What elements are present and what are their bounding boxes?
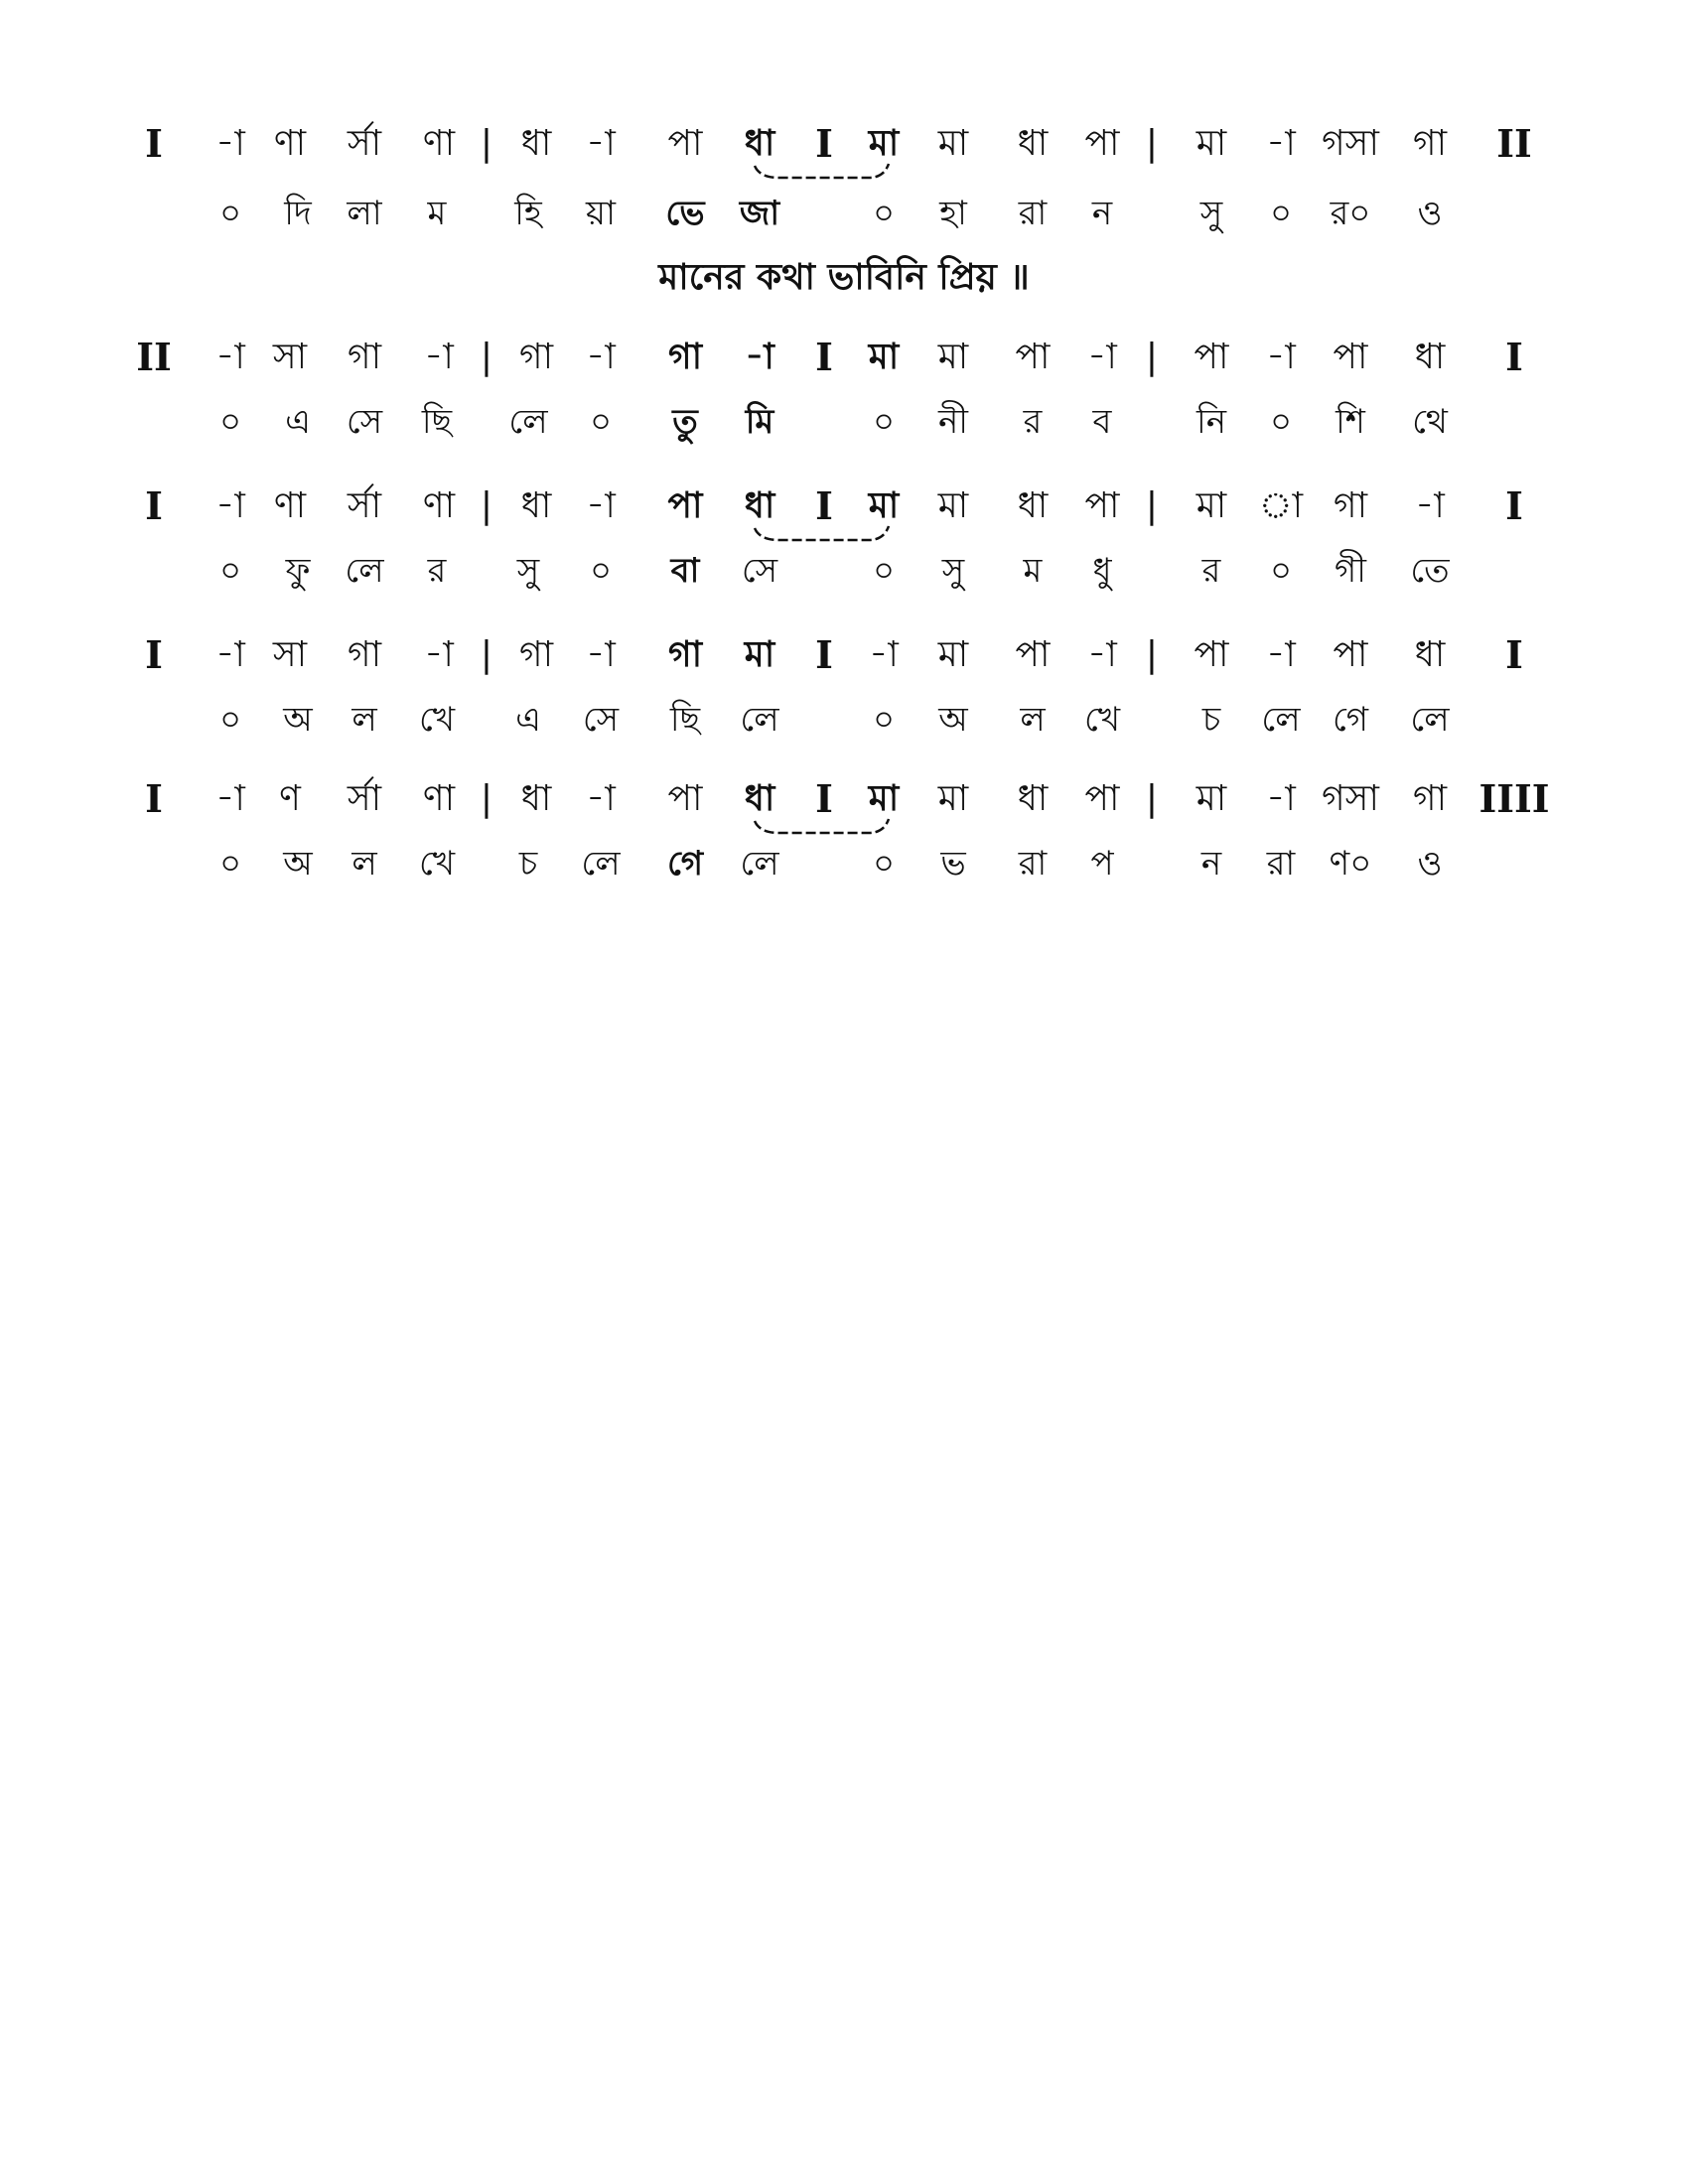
- refrain-heading: মানের কথা ভাবিনি প্রিয়় ॥: [658, 257, 1030, 298]
- swara-note: -া: [1415, 485, 1445, 526]
- bar-line: I: [1505, 632, 1523, 677]
- lyric-line-5: [0, 834, 1688, 893]
- swara-note: মা: [937, 778, 969, 819]
- lyric-syllable: চ: [518, 844, 538, 884]
- lyric-syllable: লে: [345, 551, 384, 591]
- swara-note: গসা: [1322, 778, 1379, 819]
- lyric-syllable: সু: [941, 551, 965, 591]
- bar-line: I: [815, 632, 833, 677]
- swara-note: -া: [424, 337, 454, 377]
- lyric-syllable: ভ: [940, 844, 966, 884]
- swara-note: গা: [1412, 778, 1448, 819]
- notation-line-2: [0, 328, 1688, 387]
- swara-note: -া: [1266, 634, 1296, 675]
- lyric-syllable: ছি: [421, 402, 453, 442]
- lyric-syllable: সু: [1199, 194, 1223, 233]
- swara-note: মা: [744, 634, 775, 675]
- lyric-syllable: ০: [1269, 402, 1293, 442]
- notation-line-1: [0, 114, 1688, 174]
- beat-divider: |: [480, 337, 493, 377]
- lyric-syllable: তু: [672, 402, 698, 442]
- lyric-syllable: র: [1201, 551, 1221, 591]
- lyric-syllable: সু: [516, 551, 540, 591]
- swara-note: -া: [215, 485, 245, 526]
- swara-note: পা: [1084, 123, 1120, 164]
- swara-note: র্সা: [347, 485, 382, 526]
- swara-note: ধা: [744, 123, 775, 164]
- lyric-syllable: প: [1090, 844, 1114, 884]
- swara-note: ধা: [1017, 485, 1049, 526]
- lyric-syllable: য়া: [586, 194, 616, 233]
- swara-note: পা: [667, 485, 703, 526]
- bar-line: I: [1505, 335, 1523, 379]
- swara-note: -া: [1087, 634, 1117, 675]
- swara-note: ধা: [1017, 123, 1049, 164]
- swara-note: পা: [1015, 337, 1051, 377]
- swara-note: র্সা: [347, 123, 382, 164]
- lyric-syllable: ধু: [1092, 551, 1112, 591]
- lyric-syllable: ০: [872, 402, 896, 442]
- swara-note: গসা: [1322, 123, 1379, 164]
- lyric-syllable: নী: [937, 402, 969, 442]
- swara-note: -া: [215, 778, 245, 819]
- lyric-syllable: ০: [218, 700, 242, 740]
- swara-note: মা: [1196, 485, 1227, 526]
- swara-note: ণ: [279, 778, 301, 819]
- swara-note: -া: [586, 337, 616, 377]
- swara-note: -া: [1087, 337, 1117, 377]
- lyric-syllable: ও: [1417, 844, 1443, 884]
- lyric-syllable: ০: [589, 551, 613, 591]
- lyric-syllable: ভে: [665, 194, 705, 233]
- swara-note: -া: [1266, 778, 1296, 819]
- lyric-syllable: নি: [1196, 402, 1227, 442]
- lyric-syllable: খে: [418, 700, 456, 740]
- lyric-syllable: ০: [1269, 194, 1293, 233]
- swara-note: গা: [667, 634, 703, 675]
- swara-note: মা: [868, 123, 900, 164]
- lyric-syllable: শি: [1336, 402, 1365, 442]
- swara-note: পা: [1333, 634, 1368, 675]
- lyric-syllable: ন: [1200, 844, 1222, 884]
- lyric-syllable: সে: [346, 402, 383, 442]
- bar-line: I: [815, 483, 833, 528]
- lyric-syllable: ব: [1092, 402, 1112, 442]
- beat-divider: |: [480, 123, 493, 164]
- swara-note: মা: [868, 778, 900, 819]
- lyric-syllable: খে: [418, 844, 456, 884]
- swara-note: পা: [1194, 337, 1229, 377]
- lyric-syllable: ছি: [669, 700, 701, 740]
- bar-line: I: [815, 335, 833, 379]
- swara-note: ণা: [422, 123, 456, 164]
- lyric-syllable: রা: [1018, 194, 1048, 233]
- swara-note: -া: [586, 485, 616, 526]
- swara-note: মা: [937, 123, 969, 164]
- lyric-syllable: র০: [1330, 194, 1371, 233]
- bar-line: I: [145, 776, 163, 821]
- swara-note: র্সা: [347, 778, 382, 819]
- bar-line: II: [1496, 121, 1532, 166]
- swara-note: মা: [868, 485, 900, 526]
- lyric-syllable: গী: [1334, 551, 1367, 591]
- swara-note: সা: [272, 337, 308, 377]
- swara-note: মা: [937, 485, 969, 526]
- swara-note: গা: [1333, 485, 1368, 526]
- lyric-syllable: এ: [285, 402, 311, 442]
- swara-note: -া: [215, 634, 245, 675]
- swara-note: ণা: [422, 485, 456, 526]
- lyric-syllable: জা: [739, 194, 780, 233]
- swara-note: গা: [347, 337, 382, 377]
- lyric-syllable: ০: [872, 844, 896, 884]
- swara-note: -া: [215, 337, 245, 377]
- bar-line: I: [145, 632, 163, 677]
- lyric-syllable: লে: [508, 402, 548, 442]
- swara-note: মা: [868, 337, 900, 377]
- lyric-syllable: ০: [1269, 551, 1293, 591]
- swara-note: ধা: [744, 778, 775, 819]
- bar-line: I: [815, 121, 833, 166]
- lyric-syllable: ল: [352, 700, 377, 740]
- bar-line: I: [1505, 483, 1523, 528]
- swara-note: ধা: [1414, 634, 1446, 675]
- lyric-syllable: র: [427, 551, 447, 591]
- lyric-syllable: ০: [218, 194, 242, 233]
- lyric-syllable: গে: [666, 844, 704, 884]
- swara-note: পা: [667, 778, 703, 819]
- lyric-syllable: ন: [1091, 194, 1113, 233]
- swara-note: ধা: [744, 485, 775, 526]
- beat-divider: |: [1145, 778, 1159, 819]
- lyric-syllable: রা: [1266, 844, 1296, 884]
- swara-note: -া: [424, 634, 454, 675]
- swara-note: ণা: [273, 123, 307, 164]
- swara-note: মা: [1196, 778, 1227, 819]
- lyric-syllable: রা: [1018, 844, 1048, 884]
- lyric-syllable: মি: [745, 402, 774, 442]
- swara-note: -া: [586, 778, 616, 819]
- beat-divider: |: [1145, 634, 1159, 675]
- lyric-syllable: ফু: [285, 551, 311, 591]
- swara-note: পা: [1333, 337, 1368, 377]
- lyric-syllable: লে: [581, 844, 621, 884]
- swara-note: -া: [869, 634, 899, 675]
- lyric-syllable: ণ০: [1329, 844, 1372, 884]
- lyric-syllable: ০: [218, 844, 242, 884]
- lyric-syllable: হি: [514, 194, 542, 233]
- swara-note: ধা: [520, 485, 552, 526]
- lyric-syllable: ০: [589, 402, 613, 442]
- swara-note: -া: [1266, 337, 1296, 377]
- lyric-syllable: ০: [872, 194, 896, 233]
- lyric-syllable: লে: [740, 700, 779, 740]
- swara-note: পা: [1084, 778, 1120, 819]
- lyric-syllable: লে: [740, 844, 779, 884]
- lyric-syllable: ০: [218, 402, 242, 442]
- lyric-syllable: গে: [1332, 700, 1369, 740]
- lyric-syllable: ০: [872, 551, 896, 591]
- beat-divider: |: [1145, 123, 1159, 164]
- lyric-syllable: হা: [939, 194, 967, 233]
- lyric-syllable: চ: [1201, 700, 1221, 740]
- beat-divider: |: [480, 778, 493, 819]
- beat-divider: |: [1145, 337, 1159, 377]
- swara-note: মা: [937, 337, 969, 377]
- lyric-line-4: [0, 690, 1688, 750]
- swara-note: ধা: [520, 123, 552, 164]
- beat-divider: |: [1145, 485, 1159, 526]
- swara-note: ধা: [520, 778, 552, 819]
- beat-divider: |: [480, 634, 493, 675]
- lyric-syllable: বা: [670, 551, 700, 591]
- lyric-syllable: র: [1023, 402, 1043, 442]
- lyric-syllable: এ: [515, 700, 541, 740]
- swara-note: মা: [937, 634, 969, 675]
- lyric-syllable: ও: [1417, 194, 1443, 233]
- swara-note: -া: [586, 123, 616, 164]
- swara-note: ণা: [422, 778, 456, 819]
- lyric-syllable: ম: [1023, 551, 1043, 591]
- swara-note: া: [1258, 485, 1304, 526]
- lyric-syllable: লে: [1410, 700, 1450, 740]
- notation-line-3: [0, 477, 1688, 536]
- bar-line: I: [145, 483, 163, 528]
- bar-line: I: [815, 776, 833, 821]
- lyric-syllable: লা: [347, 194, 382, 233]
- lyric-syllable: ল: [352, 844, 377, 884]
- beat-divider: |: [480, 485, 493, 526]
- lyric-syllable: সে: [582, 700, 620, 740]
- lyric-syllable: অ: [938, 700, 968, 740]
- lyric-syllable: দি: [284, 194, 312, 233]
- swara-note: গা: [347, 634, 382, 675]
- swara-note: ধা: [1414, 337, 1446, 377]
- swara-note: গা: [518, 634, 554, 675]
- lyric-syllable: ম: [427, 194, 447, 233]
- lyric-syllable: খে: [1083, 700, 1121, 740]
- lyric-syllable: লে: [1261, 700, 1301, 740]
- bar-line: II: [136, 335, 172, 379]
- swara-note: ণা: [273, 485, 307, 526]
- swara-note: পা: [1084, 485, 1120, 526]
- swara-note: পা: [667, 123, 703, 164]
- bar-line: IIII: [1478, 776, 1550, 821]
- swara-note: পা: [1194, 634, 1229, 675]
- lyric-syllable: ০: [218, 551, 242, 591]
- swara-note: -া: [215, 123, 245, 164]
- lyric-syllable: থে: [1412, 402, 1448, 442]
- notation-line-4: [0, 625, 1688, 685]
- swara-note: -া: [745, 337, 774, 377]
- swara-note: ধা: [1017, 778, 1049, 819]
- swara-note: মা: [1196, 123, 1227, 164]
- swara-note: গা: [518, 337, 554, 377]
- lyric-syllable: অ: [283, 700, 313, 740]
- lyric-syllable: সে: [741, 551, 778, 591]
- lyric-line-3: [0, 541, 1688, 601]
- lyric-syllable: অ: [283, 844, 313, 884]
- swara-note: -া: [586, 634, 616, 675]
- swara-note: পা: [1015, 634, 1051, 675]
- lyric-syllable: ০: [872, 700, 896, 740]
- notation-line-5: [0, 769, 1688, 829]
- lyric-line-2: [0, 392, 1688, 452]
- bar-line: I: [145, 121, 163, 166]
- swara-note: গা: [1412, 123, 1448, 164]
- lyric-syllable: তে: [1410, 551, 1450, 591]
- lyric-line-1: [0, 184, 1688, 243]
- swara-note: -া: [1266, 123, 1296, 164]
- lyric-syllable: ল: [1020, 700, 1046, 740]
- swara-note: গা: [667, 337, 703, 377]
- swara-note: সা: [272, 634, 308, 675]
